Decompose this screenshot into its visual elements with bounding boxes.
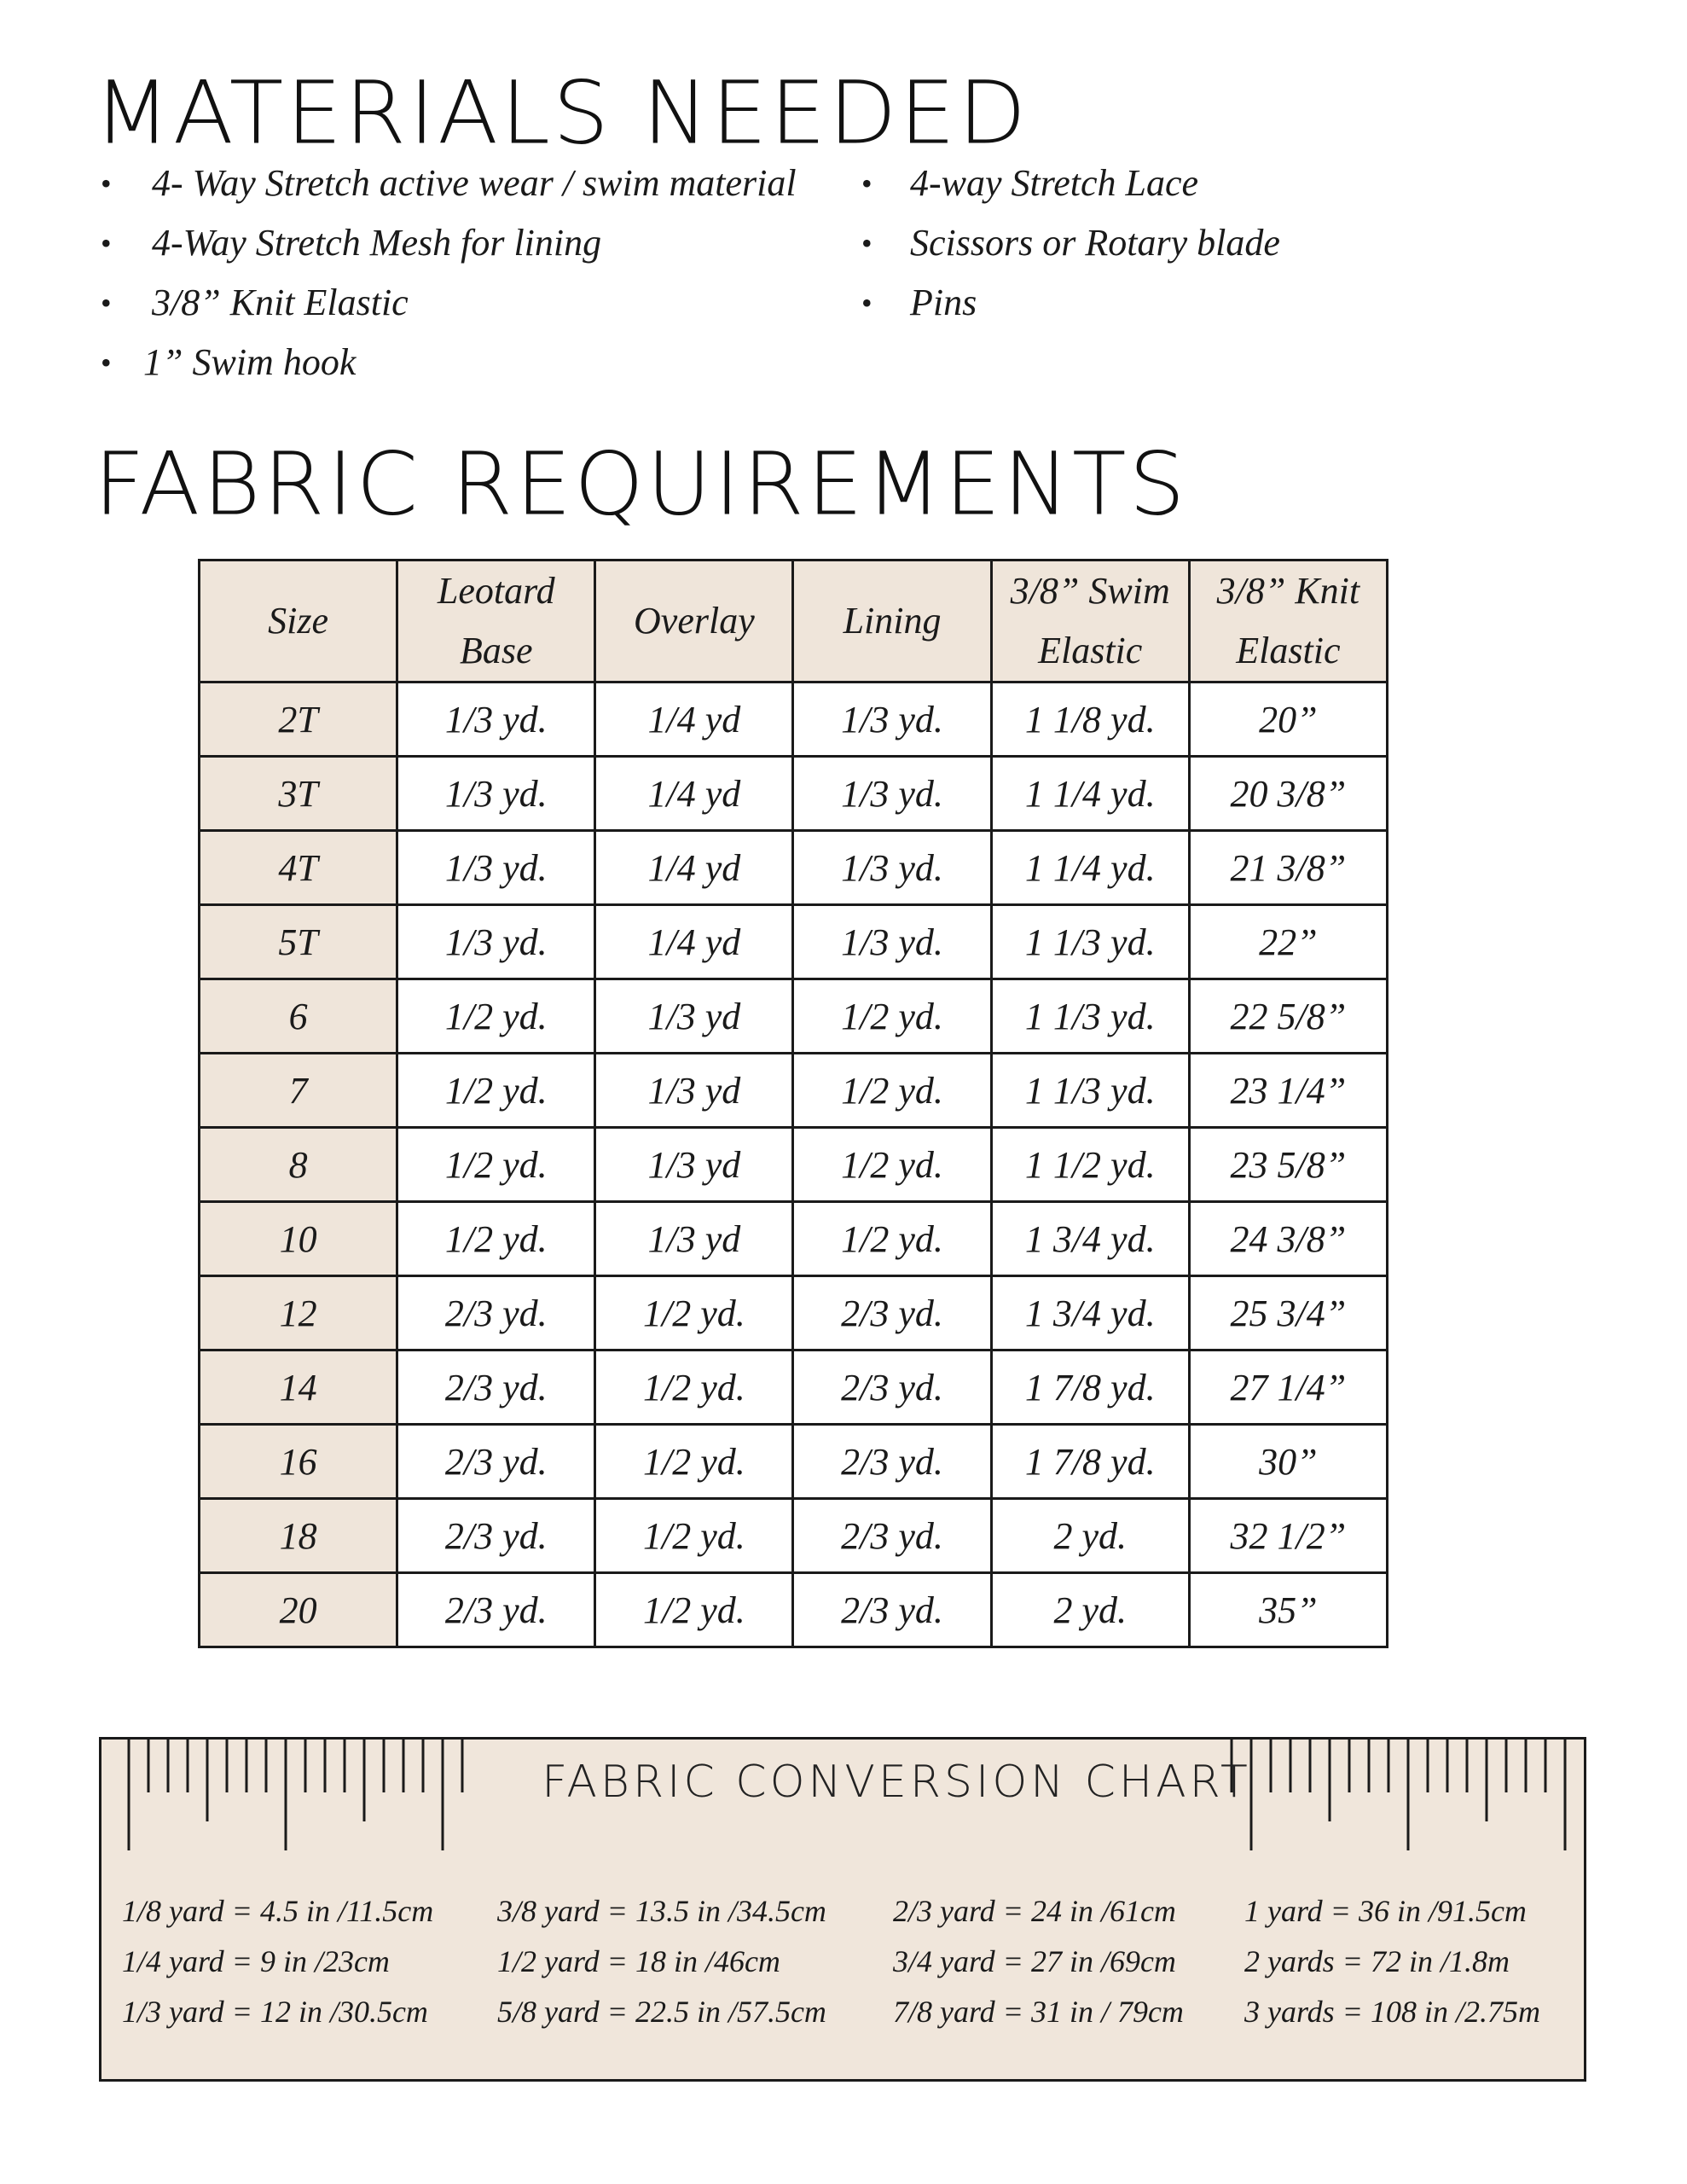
table-cell: 1 1/8 yd. [991, 682, 1189, 757]
table-cell: 1/4 yd [595, 831, 793, 905]
size-cell: 7 [200, 1054, 397, 1128]
table-cell: 1/3 yd. [793, 905, 991, 979]
table-cell: 1 1/2 yd. [991, 1128, 1189, 1202]
table-cell: 1/3 yd [595, 1202, 793, 1276]
table-row [200, 1276, 1388, 1350]
table-cell: 20 3/8” [1189, 757, 1387, 831]
table-cell: 1/4 yd [595, 682, 793, 757]
conversion-entry: 3 yards = 108 in /2.75m [1244, 1995, 1540, 2029]
conversion-chart-title: FABRIC CONVERSION CHART [542, 1757, 1251, 1808]
table-cell: 2/3 yd. [397, 1499, 595, 1573]
materials-list-right [861, 154, 1458, 333]
table-cell: 22 5/8” [1189, 979, 1387, 1054]
column-header: 3/8” Knit Elastic [1189, 561, 1387, 682]
table-cell: 23 5/8” [1189, 1128, 1387, 1202]
material-item: • 3/8” Knit Elastic [101, 273, 868, 333]
conversion-entry: 1/2 yard = 18 in /46cm [497, 1944, 780, 1978]
table-cell: 1/2 yd. [793, 979, 991, 1054]
materials-heading: MATERIALS NEEDED [94, 61, 1029, 164]
table-cell: 1/3 yd. [397, 682, 595, 757]
table-cell: 1 1/3 yd. [991, 905, 1189, 979]
conversion-entry: 1 yard = 36 in /91.5cm [1244, 1894, 1527, 1928]
conversion-column [497, 1886, 826, 2037]
fabric-requirements-table [198, 559, 1388, 1648]
bullet-icon: • [861, 226, 872, 260]
conversion-entry: 3/8 yard = 13.5 in /34.5cm [497, 1894, 826, 1928]
table-row [200, 682, 1388, 757]
table-body [200, 682, 1388, 1647]
size-cell: 6 [200, 979, 397, 1054]
materials-list-left [101, 154, 868, 392]
conversion-entry: 1/3 yard = 12 in /30.5cm [122, 1995, 428, 2029]
table-cell: 1/2 yd. [397, 979, 595, 1054]
table-cell: 1 1/4 yd. [991, 757, 1189, 831]
table-cell: 1 1/4 yd. [991, 831, 1189, 905]
table-cell: 1/3 yd. [397, 831, 595, 905]
column-header: Size [200, 561, 397, 682]
conversion-entry: 7/8 yard = 31 in / 79cm [893, 1995, 1184, 2029]
table-cell: 2/3 yd. [793, 1276, 991, 1350]
table-cell: 1/3 yd. [793, 831, 991, 905]
table-cell: 1/2 yd. [397, 1054, 595, 1128]
table-cell: 2/3 yd. [793, 1425, 991, 1499]
table-cell: 1/2 yd. [397, 1128, 595, 1202]
table-cell: 1/3 yd [595, 1128, 793, 1202]
size-cell: 12 [200, 1276, 397, 1350]
table-row [200, 1350, 1388, 1425]
table-row [200, 1573, 1388, 1647]
table-cell: 30” [1189, 1425, 1387, 1499]
table-cell: 2 yd. [991, 1573, 1189, 1647]
bullet-icon: • [101, 166, 112, 200]
size-cell: 20 [200, 1573, 397, 1647]
table-row [200, 1054, 1388, 1128]
table-cell: 2/3 yd. [397, 1573, 595, 1647]
conversion-entry: 5/8 yard = 22.5 in /57.5cm [497, 1995, 826, 2029]
table-cell: 22” [1189, 905, 1387, 979]
table-cell: 23 1/4” [1189, 1054, 1387, 1128]
table-cell: 1 1/3 yd. [991, 979, 1189, 1054]
table-cell: 1/3 yd. [397, 757, 595, 831]
table-row [200, 1128, 1388, 1202]
table-cell: 1/3 yd. [397, 905, 595, 979]
material-item: • 1” Swim hook [101, 333, 868, 392]
conversion-entry: 2 yards = 72 in /1.8m [1244, 1944, 1510, 1978]
table-cell: 2/3 yd. [397, 1350, 595, 1425]
table-header-row [200, 561, 1388, 682]
table-cell: 1 7/8 yd. [991, 1350, 1189, 1425]
table-cell: 21 3/8” [1189, 831, 1387, 905]
table-cell: 2/3 yd. [793, 1350, 991, 1425]
table-row [200, 1202, 1388, 1276]
table-cell: 1 3/4 yd. [991, 1202, 1189, 1276]
size-cell: 4T [200, 831, 397, 905]
table-cell: 1/2 yd. [793, 1128, 991, 1202]
table-cell: 2/3 yd. [397, 1276, 595, 1350]
table-cell: 1/2 yd. [397, 1202, 595, 1276]
table-cell: 2/3 yd. [793, 1499, 991, 1573]
bullet-icon: • [101, 286, 112, 320]
conversion-entry: 2/3 yard = 24 in /61cm [893, 1894, 1176, 1928]
table-cell: 1/2 yd. [595, 1350, 793, 1425]
column-header: 3/8” Swim Elastic [991, 561, 1189, 682]
table-cell: 25 3/4” [1189, 1276, 1387, 1350]
table-cell: 1/3 yd. [793, 682, 991, 757]
table-cell: 2 yd. [991, 1499, 1189, 1573]
table-cell: 1 7/8 yd. [991, 1425, 1189, 1499]
column-header: Overlay [595, 561, 793, 682]
table-cell: 1/3 yd [595, 979, 793, 1054]
table-cell: 1/3 yd [595, 1054, 793, 1128]
table-cell: 1/2 yd. [793, 1202, 991, 1276]
conversion-chart [99, 1737, 1586, 2082]
table-row [200, 905, 1388, 979]
conversion-entry: 1/4 yard = 9 in /23cm [122, 1944, 390, 1978]
conversion-values [122, 1886, 1572, 2040]
fabric-requirements-heading: FABRIC REQUIREMENTS [94, 433, 1188, 535]
table-cell: 1/2 yd. [595, 1276, 793, 1350]
table-cell: 1/3 yd. [793, 757, 991, 831]
table-row [200, 979, 1388, 1054]
table-cell: 1/2 yd. [793, 1054, 991, 1128]
table-row [200, 757, 1388, 831]
table-cell: 35” [1189, 1573, 1387, 1647]
conversion-column [122, 1886, 433, 2037]
material-item: • 4- Way Stretch active wear / swim material [101, 154, 868, 213]
size-cell: 10 [200, 1202, 397, 1276]
table-cell: 1/2 yd. [595, 1499, 793, 1573]
material-item: • Scissors or Rotary blade [861, 213, 1458, 273]
table-row [200, 1499, 1388, 1573]
column-header: Lining [793, 561, 991, 682]
table-cell: 2/3 yd. [793, 1573, 991, 1647]
table-cell: 24 3/8” [1189, 1202, 1387, 1276]
conversion-entry: 1/8 yard = 4.5 in /11.5cm [122, 1894, 434, 1928]
material-item: • 4-way Stretch Lace [861, 154, 1458, 213]
table-cell: 1 3/4 yd. [991, 1276, 1189, 1350]
table-cell: 1 1/3 yd. [991, 1054, 1189, 1128]
table-cell: 1/2 yd. [595, 1573, 793, 1647]
conversion-entry: 3/4 yard = 27 in /69cm [893, 1944, 1176, 1978]
size-cell: 2T [200, 682, 397, 757]
column-header: Leotard Base [397, 561, 595, 682]
table-cell: 1/2 yd. [595, 1425, 793, 1499]
table-cell: 2/3 yd. [397, 1425, 595, 1499]
conversion-column [1244, 1886, 1540, 2037]
table-cell: 20” [1189, 682, 1387, 757]
size-cell: 16 [200, 1425, 397, 1499]
material-item: • Pins [861, 273, 1458, 333]
table-row [200, 1425, 1388, 1499]
table-cell: 32 1/2” [1189, 1499, 1387, 1573]
size-cell: 18 [200, 1499, 397, 1573]
bullet-icon: • [101, 346, 112, 380]
table-cell: 1/4 yd [595, 757, 793, 831]
size-cell: 5T [200, 905, 397, 979]
material-item: • 4-Way Stretch Mesh for lining [101, 213, 868, 273]
table-cell: 27 1/4” [1189, 1350, 1387, 1425]
bullet-icon: • [101, 226, 112, 260]
conversion-column [893, 1886, 1184, 2037]
table-cell: 1/4 yd [595, 905, 793, 979]
bullet-icon: • [861, 166, 872, 200]
size-cell: 8 [200, 1128, 397, 1202]
size-cell: 3T [200, 757, 397, 831]
size-cell: 14 [200, 1350, 397, 1425]
bullet-icon: • [861, 286, 872, 320]
table-row [200, 831, 1388, 905]
